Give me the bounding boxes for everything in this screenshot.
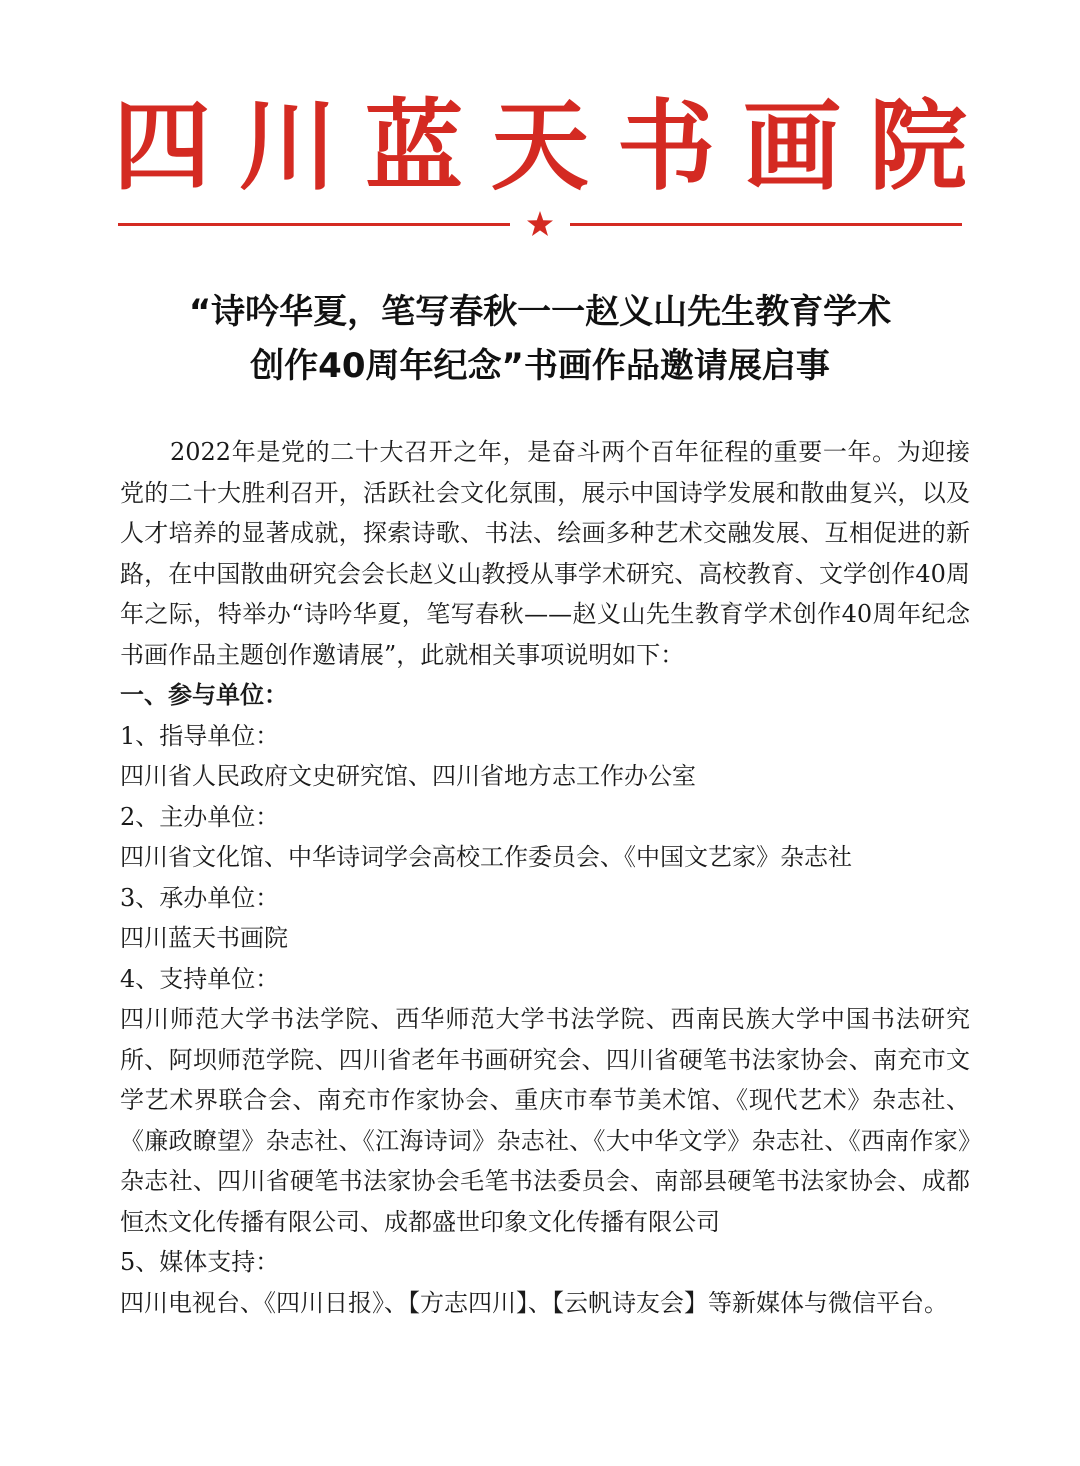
institution-name: 四川蓝天书画院 xyxy=(112,90,995,204)
divider-line-right xyxy=(570,223,962,226)
intro-paragraph: 2022年是党的二十大召开之年，是奋斗两个百年征程的重要一年。为迎接党的二十大胜利召开，活跃社会文化氛围，展示中国诗学发展和散曲复兴，以及人才培养的显著成就，探索诗歌、书法、绘画多种艺术交融发展、互相促进的新路，在中国散曲研究会会长赵义山教授从事学术研究、高校教育、文学创作40周年之际，特举办“诗吟华夏，笔写春秋——赵义山先生教育学术创作40周年纪念书画作品主题创作邀请展”，此就相关事项说明如下： xyxy=(120,438,970,669)
item-content-guidance: 四川省人民政府文史研究馆、四川省地方志工作办公室 xyxy=(120,762,696,790)
item-label-host: 2、主办单位： xyxy=(120,802,280,831)
item-content-host: 四川省文化馆、中华诗词学会高校工作委员会、《中国文艺家》杂志社 xyxy=(120,843,852,871)
item-label-media: 5、媒体支持： xyxy=(120,1248,280,1276)
item-label-organizer: 3、承办单位： xyxy=(120,883,280,912)
item-content-supporters: 四川师范大学书法学院、西华师范大学书法学院、西南民族大学中国书法研究所、阿坝师范学院、四川省老年书画研究会、四川省硬笔书法家协会、南充市文学艺术界联合会、南充市作家协会、重庆市奉节美术馆、《现代艺术》杂志社、《廉政瞭望》杂志社、《江海诗词》杂志社、《大中华文学》杂志社、《西南作家》杂志社、四川省硬笔书法家协会毛笔书法委员会、南部县硬笔书法家协会、成都恒杰文化传播有限公司、成都盛世印象文化传播有限公司 xyxy=(120,1005,970,1236)
headline-line-2: 创作40周年纪念”书画作品邀请展启事 xyxy=(250,346,830,386)
item-content-media: 四川电视台、《四川日报》、【方志四川】、【云帆诗友会】等新媒体与微信平台。 xyxy=(120,1288,948,1317)
notice-headline xyxy=(60,285,1020,393)
header-divider xyxy=(118,210,962,238)
star-icon xyxy=(526,210,554,238)
section-heading-participants: 一、参与单位： xyxy=(120,681,288,709)
item-label-guidance: 1、指导单位： xyxy=(120,721,280,750)
item-content-organizer: 四川蓝天书画院 xyxy=(120,924,288,952)
headline-line-1: “诗吟华夏，笔写春秋一一赵义山先生教育学术 xyxy=(188,292,892,332)
divider-line-left xyxy=(118,223,510,226)
item-label-supporters: 4、支持单位： xyxy=(120,964,280,993)
masthead xyxy=(0,92,1080,202)
notice-body xyxy=(120,432,970,1323)
